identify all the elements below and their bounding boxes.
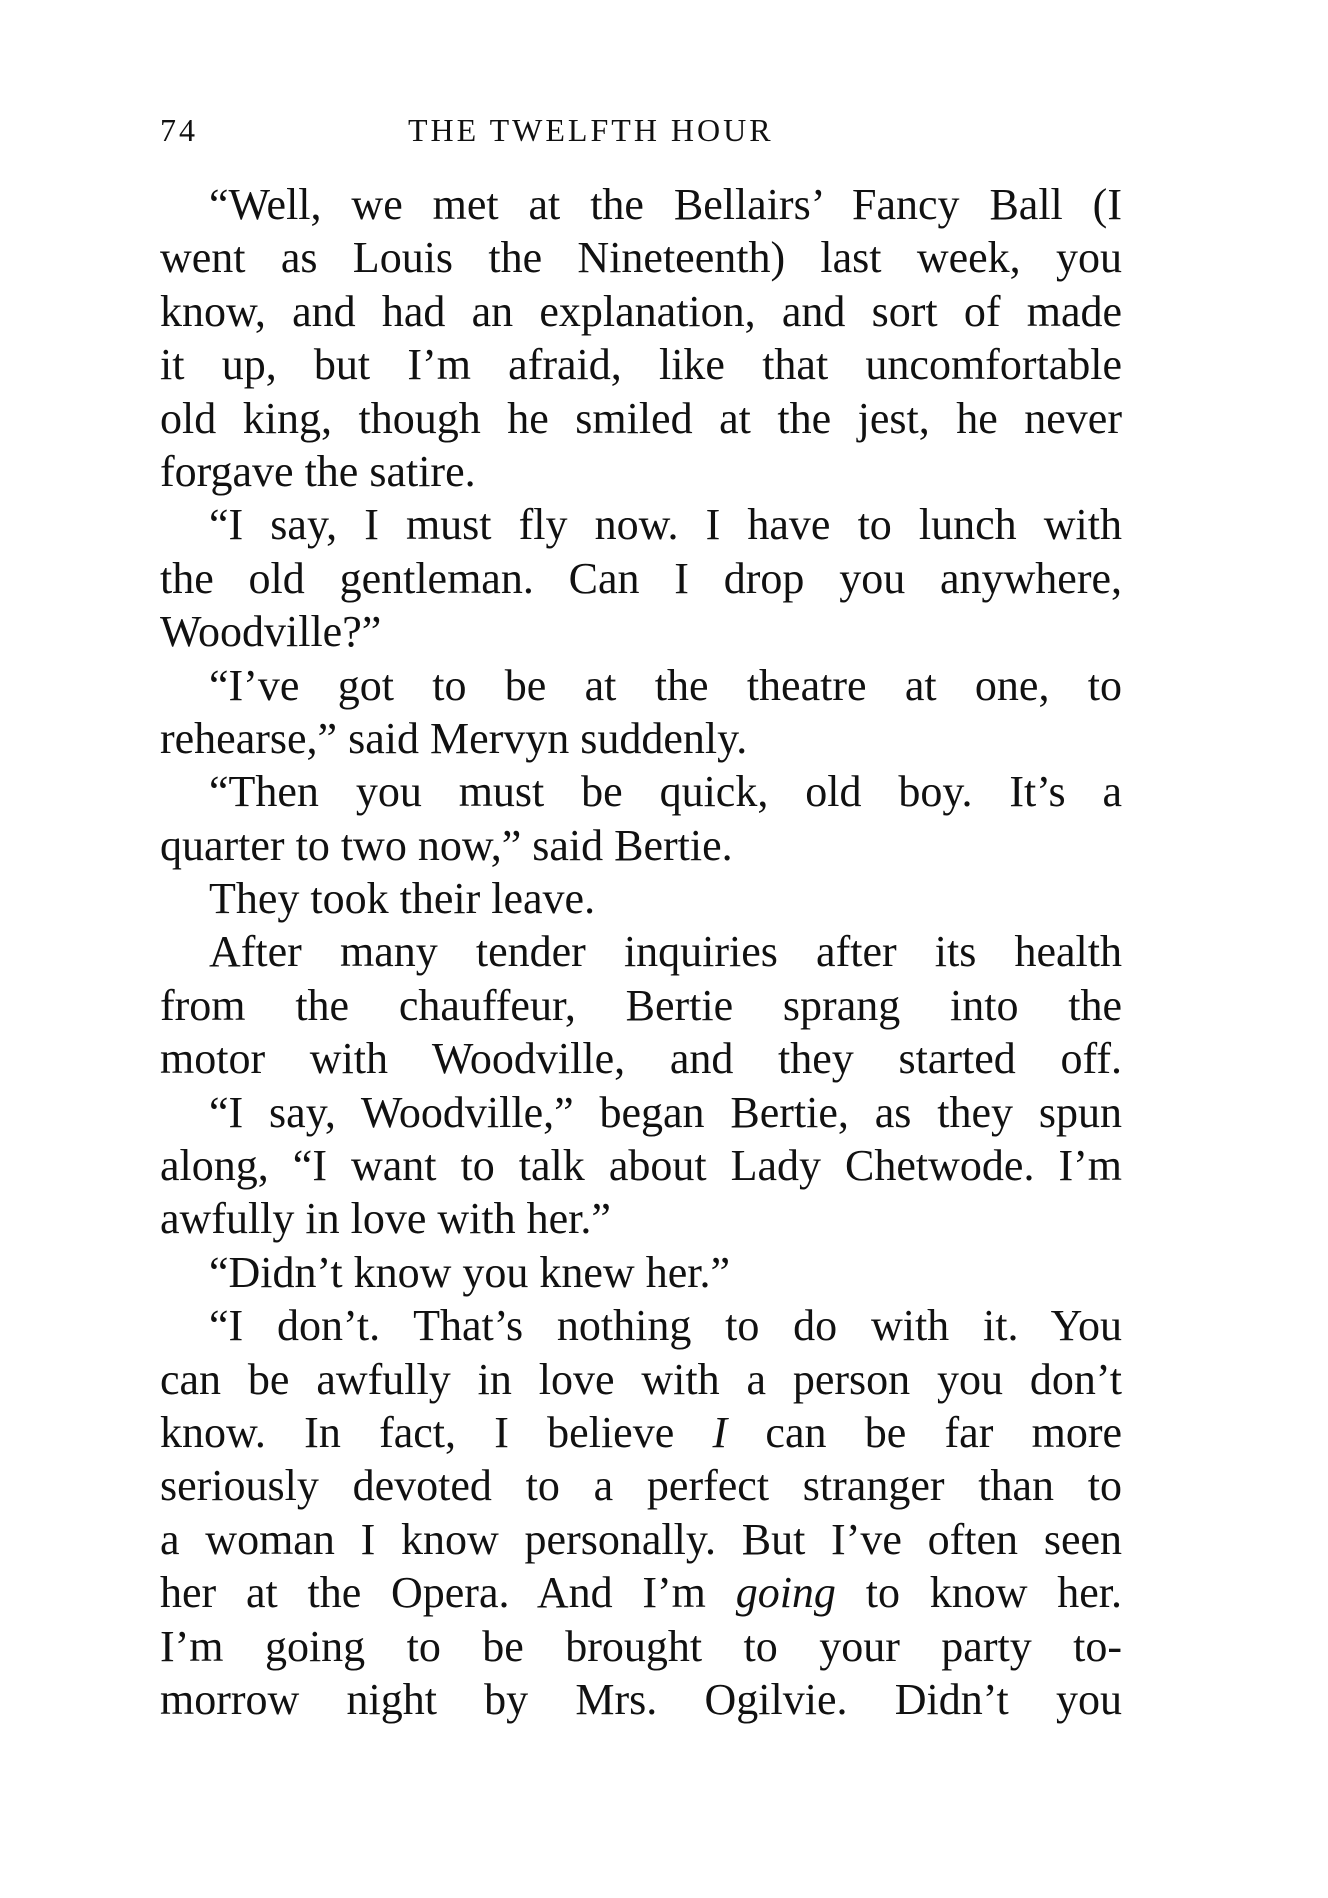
text-line: “Well, we met at the Bellairs’ Fancy Ball (I [209,180,1122,229]
text-segment: can be far more [765,1407,1123,1457]
paragraph [160,1086,1122,1246]
text-line: a woman I know personally. But I’ve often seen [160,1514,1122,1564]
running-title: THE TWELFTH HOUR [408,112,774,148]
italic-emphasis: I [712,1407,728,1457]
paragraph [160,659,1122,766]
text-line: seriously devoted to a perfect stranger than to [160,1461,1122,1511]
running-header [160,112,1120,162]
page-number: 74 [160,112,198,148]
text-line: Woodville?” [160,607,382,657]
text-line: They took their leave. [209,874,596,924]
paragraph [160,178,1122,498]
text-line: motor with Woodville, and they started off. [160,1034,1122,1084]
text-line: old king, though he smiled at the jest, he never [160,393,1122,443]
text-line: can be awfully in love with a person you don’t [160,1354,1122,1404]
paragraph [160,925,1122,1085]
text-line: it up, but I’m afraid, like that uncomfortable [160,340,1122,390]
paragraph [160,1246,1122,1299]
text-segment: her at the Opera. And I’m [160,1568,706,1618]
text-line: quarter to two now,” said Bertie. [160,820,733,870]
text-line: “Didn’t know you knew her.” [209,1247,730,1297]
paragraph [160,1299,1122,1726]
paragraph [160,872,1122,925]
text-line: “I say, I must fly now. I have to lunch with [209,500,1122,550]
text-line: rehearse,” said Mervyn suddenly. [160,713,748,763]
text-line: along, “I want to talk about Lady Chetwode. I’m [160,1141,1122,1191]
text-line: the old gentleman. Can I drop you anywhere, [160,553,1122,603]
text-line [160,1406,1122,1459]
text-line: from the chauffeur, Bertie sprang into the [160,980,1122,1030]
text-line: “I don’t. That’s nothing to do with it. You [209,1301,1122,1351]
text-line: “Then you must be quick, old boy. It’s a [209,767,1122,817]
italic-emphasis: going [735,1568,836,1618]
text-line: know, and had an explanation, and sort of made [160,286,1122,336]
text-line: I’m going to be brought to your party to- [160,1621,1122,1671]
text-line [160,1566,1122,1619]
text-segment: know. In fact, I believe [160,1407,675,1457]
text-line: After many tender inquiries after its health [209,927,1122,977]
paragraph [160,765,1122,872]
text-line: awfully in love with her.” [160,1194,611,1244]
text-segment: to know her. [865,1568,1123,1618]
body-text [160,178,1122,1726]
text-line: went as Louis the Nineteenth) last week, you [160,233,1122,283]
text-line: “I say, Woodville,” began Bertie, as they spun [209,1087,1122,1137]
text-line: “I’ve got to be at the theatre at one, to [209,660,1122,710]
text-line: forgave the satire. [160,446,476,496]
paragraph [160,498,1122,658]
text-line: morrow night by Mrs. Ogilvie. Didn’t you [160,1674,1122,1724]
